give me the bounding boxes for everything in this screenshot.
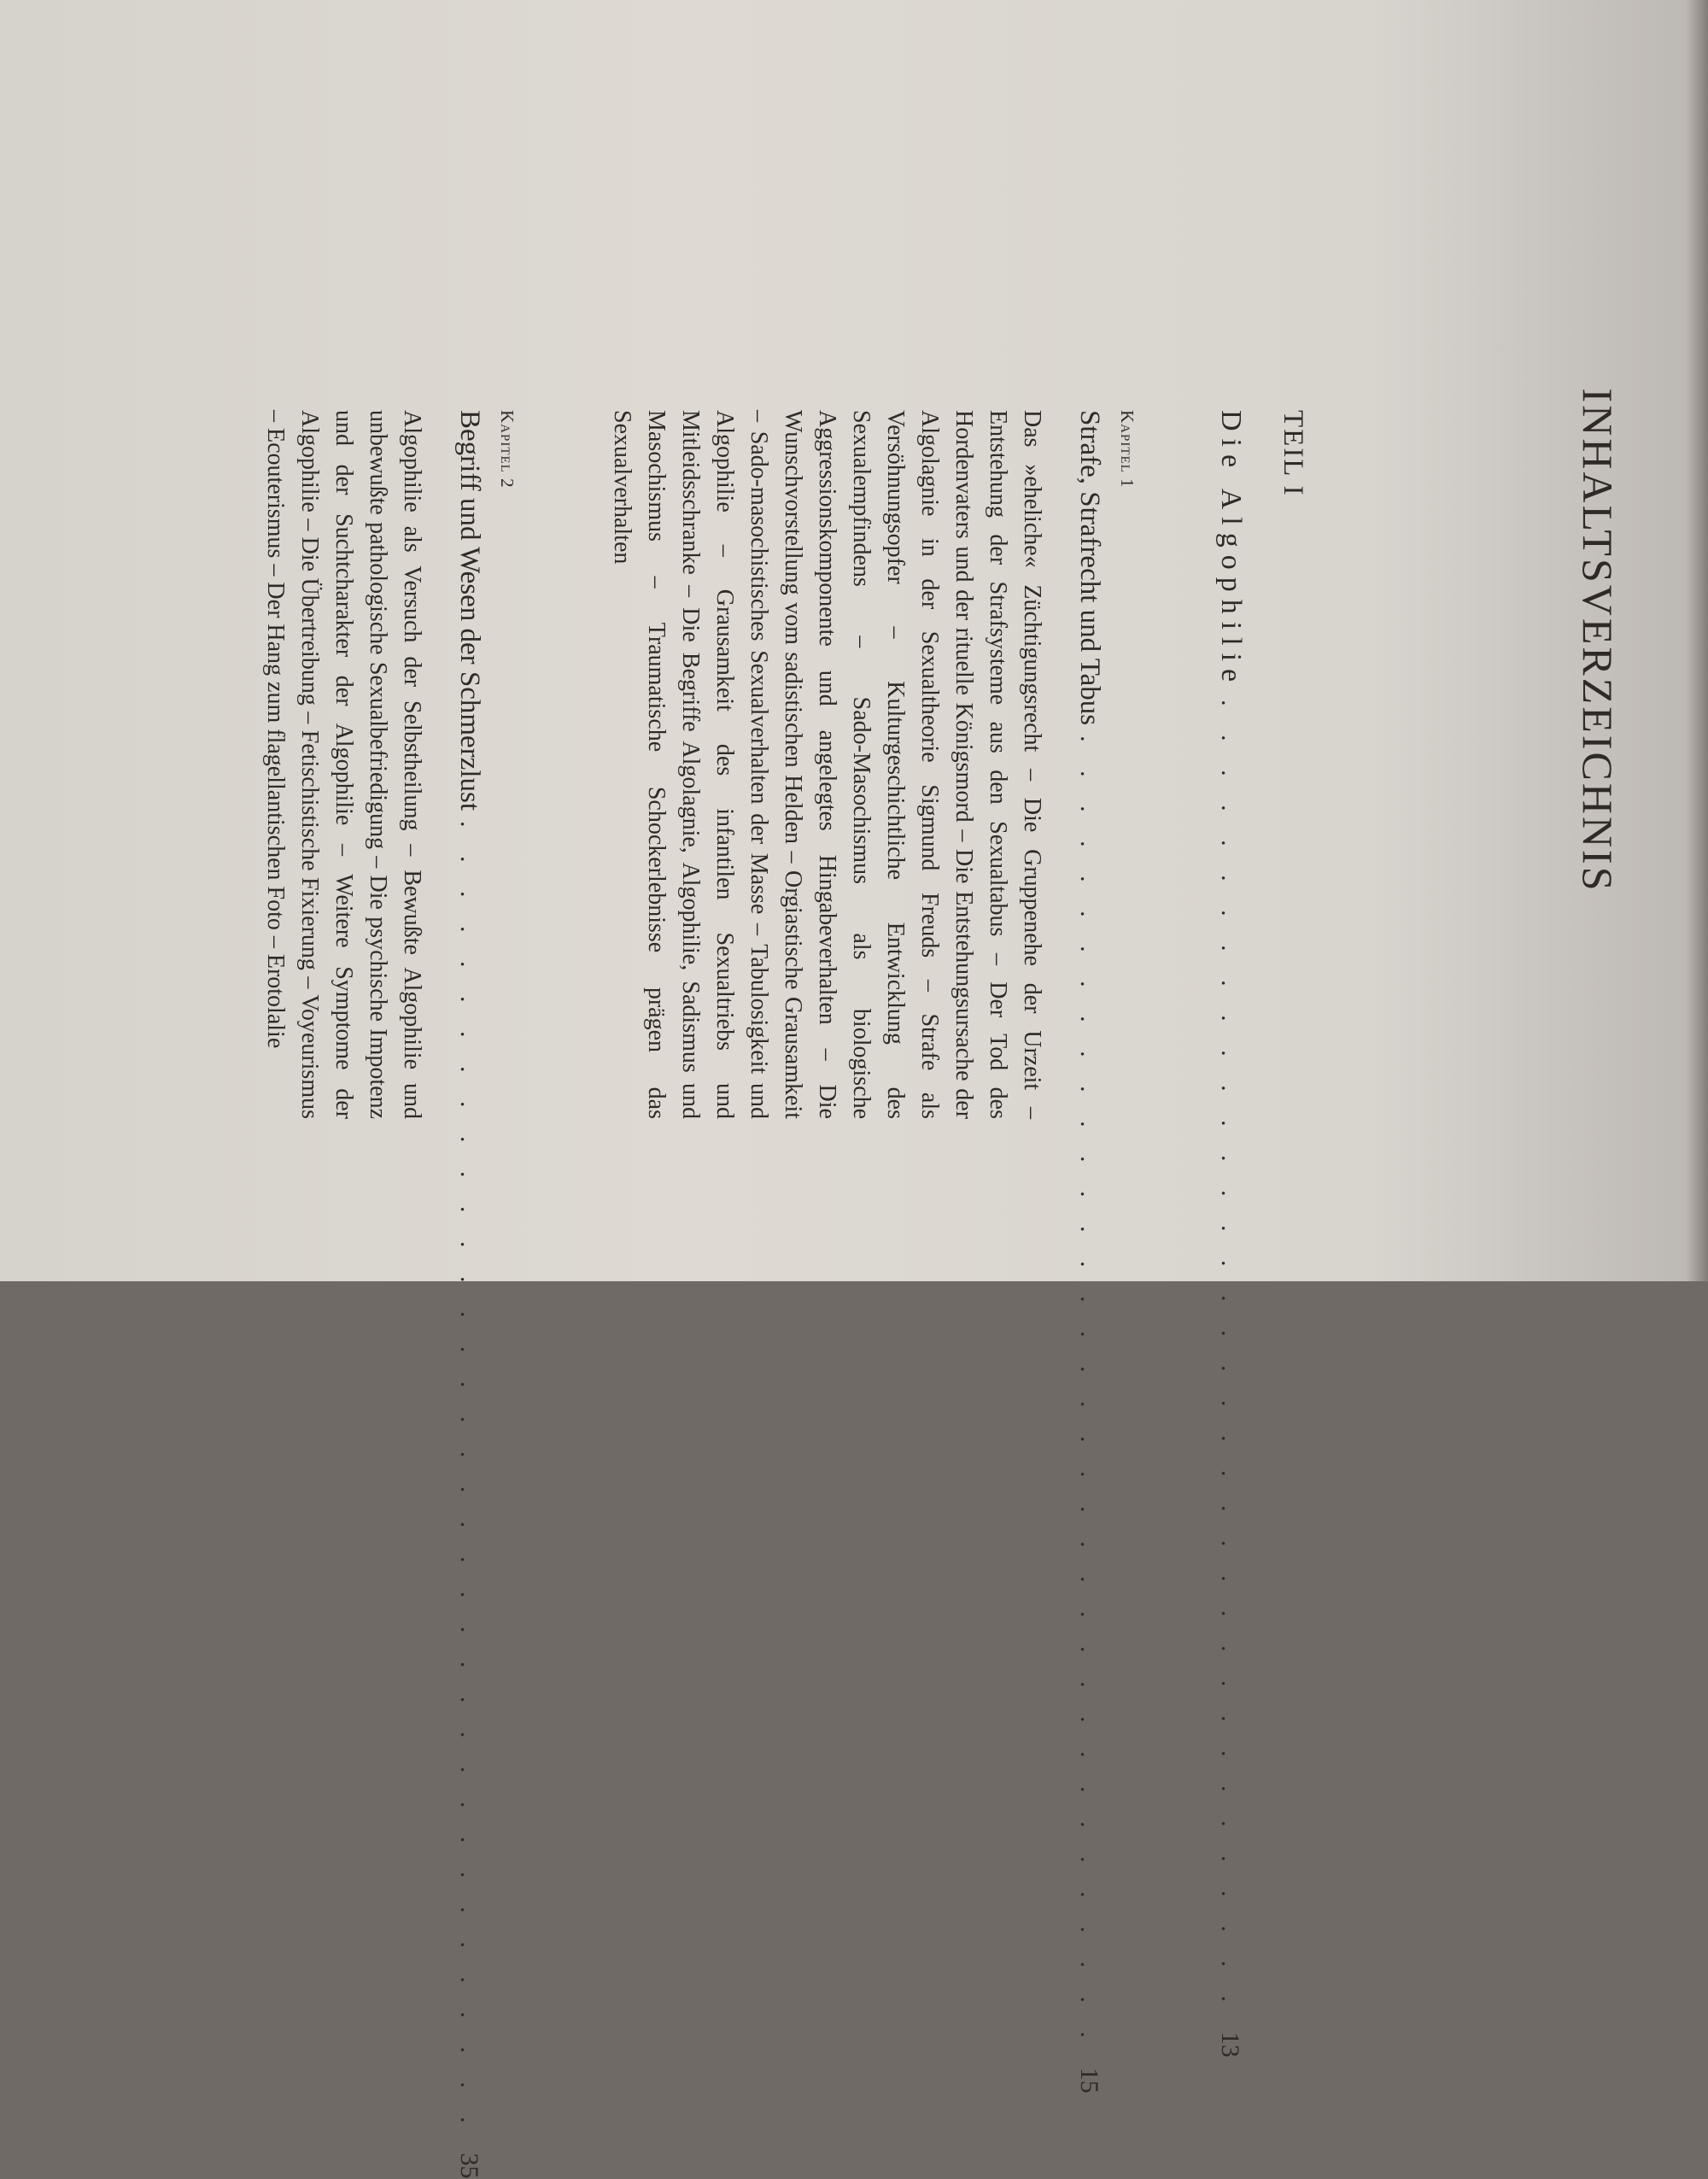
chapter-1-summary: Das »eheliche« Züchtigungsrecht – Die Gruppenehe der Urzeit – Entstehung der Strafsysteme aus den Sexualtabus – Der Tod des Hordenvaters und der rituelle Königsmord – Die Entstehungsursache der Algolagnie in der Sexualtheorie Sigmund Freuds – Strafe als Versöhnungsopfer – Kulturgeschichtliche Entwicklung des Sexualempfindens – Sado-Masochismus als biologische Aggressionskomponente und angelegtes Hingabeverhalten – Die Wunschvorstellung vom sadistischen Helden – Orgiastische Grausamkeit – Sado-masochistisches Sexualverhalten der Masse – Tabulosigkeit und Algophilie – Grausamkeit des infantilen Sexualtriebs und Mitleidsschranke – Die Begriffe Algolagnie, Algophilie, Sadismus und Masochismus – Traumatische Schockerlebnisse prägen das Sexualverhalten [609,410,1045,1119]
chapter-1-entry [1073,410,1105,2094]
chapter-1-leader-dots: . . . . . . . . . . . . . . . . . . . . . . . . . . . . . . . . . . . . . . [1075,735,1103,2049]
chapter-1-label: Kapitel 1 [1117,410,1138,489]
part-title: Die Algophilie [1215,410,1247,690]
chapter-2-summary: Algophilie als Versuch der Selbstheilung – Bewußte Algophilie und unbewußte pathologische Sexualbefriedigung – Die psychische Impotenz und der Suchtcharakter der Algophilie – Weitere Symptome der Algophilie – Die Übertreibung – Fetischistische Fixierung – Voyeurismus – Ecouterismus – Der Hang zum flagellantischen Foto – Erotolalie [262,410,425,1119]
part-label: TEIL I [1278,410,1308,497]
chapter-2-entry [453,410,485,2179]
chapter-2-label: Kapitel 2 [497,410,518,489]
chapter-1-title: Strafe, Strafrecht und Tabus [1074,410,1105,726]
part-page-number: 13 [1216,2031,1244,2058]
chapter-2-page-number: 35 [455,2153,483,2179]
chapter-1-page-number: 15 [1075,2067,1103,2094]
chapter-2-title: Begriff und Wesen der Schmerzlust [454,410,485,811]
page-edge-shadow [1686,0,1708,1281]
toc-title: INHALTSVERZEICHNIS [1574,388,1622,893]
chapter-2-leader-dots: . . . . . . . . . . . . . . . . . . . . . . . . . . . . . . . . . . . . . . [455,821,483,2135]
part-leader-dots: . . . . . . . . . . . . . . . . . . . . . . . . . . . . . . . . . . . . . . [1216,700,1244,2013]
part-entry [1214,410,1247,2058]
